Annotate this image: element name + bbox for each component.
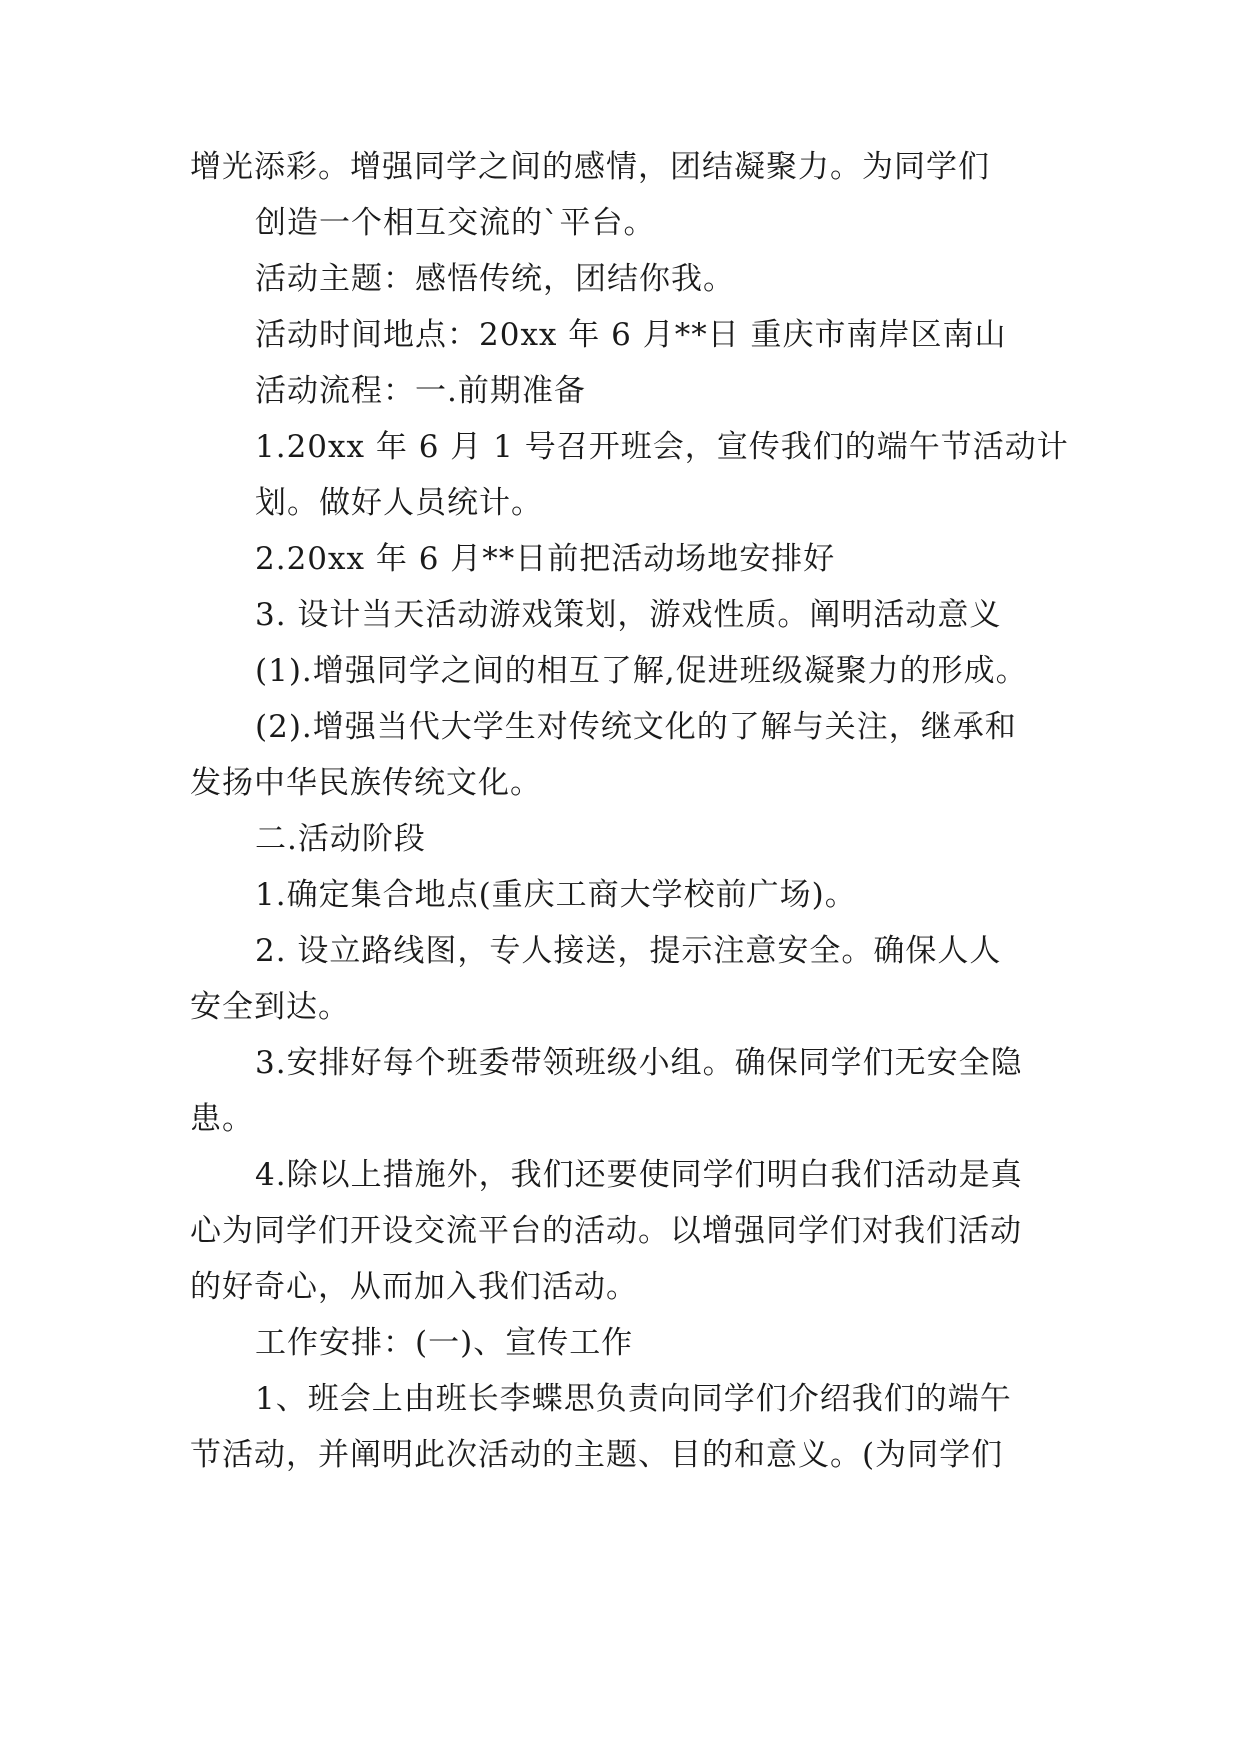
paragraph-line: 活动时间地点：20xx 年 6 月**日 重庆市南岸区南山 (255, 317, 1007, 353)
paragraph-line: 创造一个相互交流的`平台。 (255, 205, 656, 241)
paragraph-line: 活动主题：感悟传统，团结你我。 (255, 261, 735, 297)
paragraph-line: 3. 设计当天活动游戏策划，游戏性质。阐明活动意义 (255, 597, 1002, 633)
paragraph-line: 发扬中华民族传统文化。 (190, 765, 542, 801)
paragraph-line: 2. 设立路线图，专人接送，提示注意安全。确保人人 (255, 933, 1002, 969)
paragraph-line: 患。 (190, 1101, 254, 1137)
paragraph-line: 增光添彩。增强同学之间的感情，团结凝聚力。为同学们 (190, 149, 990, 185)
paragraph-line: 安全到达。 (190, 989, 350, 1025)
paragraph-line: 1、班会上由班长李蝶思负责向同学们介绍我们的端午 (255, 1381, 1012, 1417)
paragraph-line: 4.除以上措施外，我们还要使同学们明白我们活动是真 (255, 1157, 1023, 1193)
paragraph-line: 2.20xx 年 6 月**日前把活动场地安排好 (255, 541, 836, 577)
paragraph-line: 3.安排好每个班委带领班级小组。确保同学们无安全隐 (255, 1045, 1023, 1081)
paragraph-line: 的好奇心，从而加入我们活动。 (190, 1269, 638, 1305)
paragraph-line: 1.20xx 年 6 月 1 号召开班会，宣传我们的端午节活动计 (255, 429, 1069, 465)
paragraph-line: 1.确定集合地点(重庆工商大学校前广场)。 (255, 877, 857, 913)
paragraph-line: (1).增强同学之间的相互了解,促进班级凝聚力的形成。 (255, 653, 1028, 689)
paragraph-line: 心为同学们开设交流平台的活动。以增强同学们对我们活动 (190, 1213, 1022, 1249)
paragraph-line: 活动流程：一.前期准备 (255, 373, 586, 409)
paragraph-line: (2).增强当代大学生对传统文化的了解与关注，继承和 (255, 709, 1017, 745)
paragraph-line: 节活动，并阐明此次活动的主题、目的和意义。(为同学们 (190, 1437, 1004, 1473)
paragraph-line: 划。做好人员统计。 (255, 485, 543, 521)
paragraph-line: 工作安排：(一)、宣传工作 (255, 1325, 634, 1361)
paragraph-line: 二.活动阶段 (255, 821, 426, 857)
